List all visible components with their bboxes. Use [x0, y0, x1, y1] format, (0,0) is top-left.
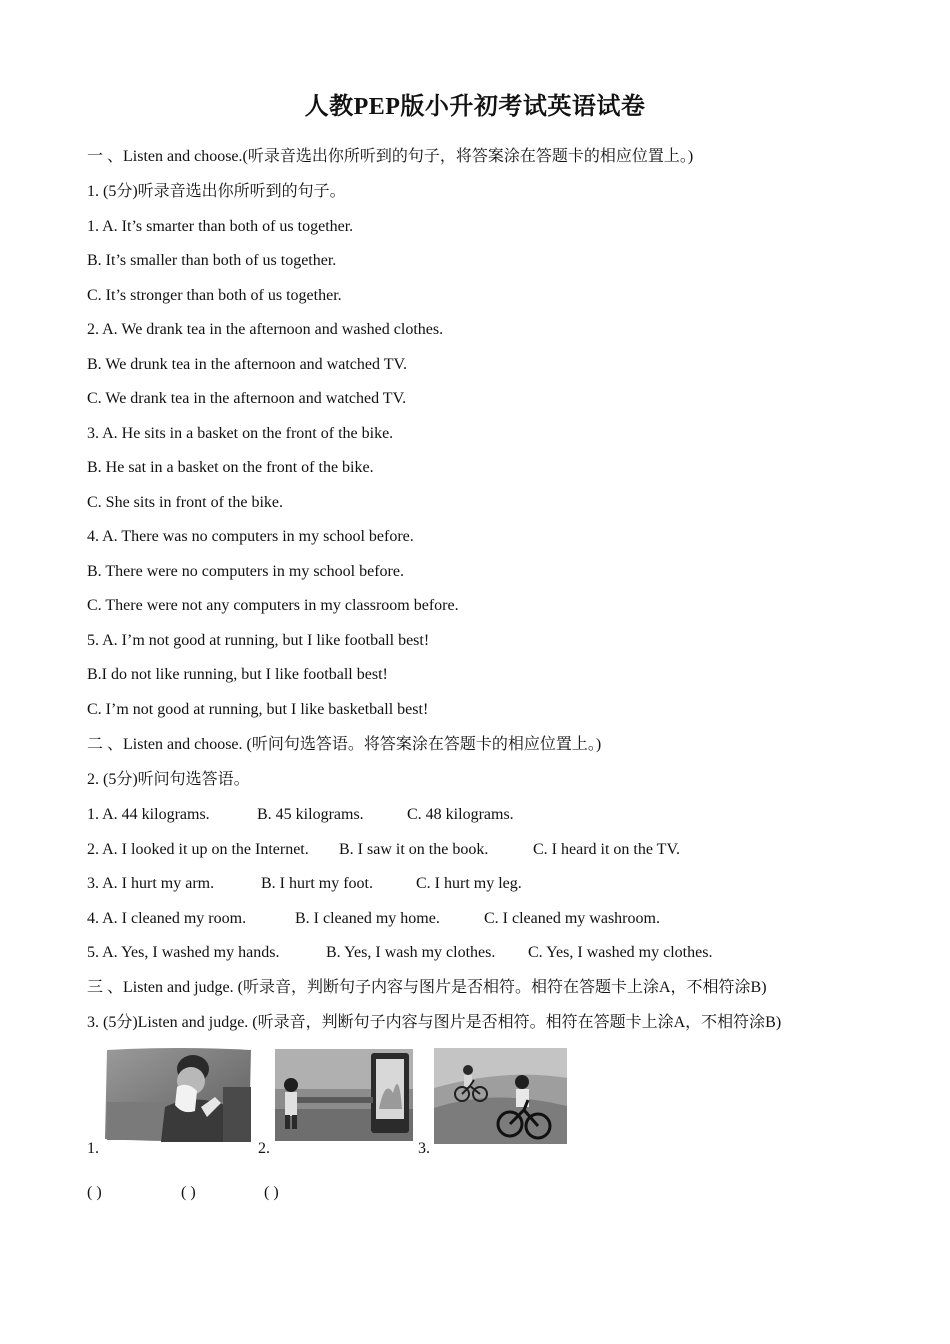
option-b: B. Yes, I wash my clothes.: [326, 944, 496, 961]
choice-line: B. There were no computers in my school before.: [87, 563, 404, 580]
choice-line: C. It’s stronger than both of us together.: [87, 287, 342, 304]
option-b: B. 45 kilograms.: [257, 806, 364, 823]
choice-line: C. She sits in front of the bike.: [87, 494, 283, 511]
choice-line: 1. A. It’s smarter than both of us together.: [87, 218, 354, 235]
section-1-heading: 一 、Listen and choose.(听录音选出你所听到的句子，将答案涂在答题卡的相应位置上。): [87, 148, 694, 165]
option-a: 3. A. I hurt my arm.: [87, 875, 215, 892]
answer-row: [87, 840, 847, 860]
choice-line: B.I do not like running, but I like football best!: [87, 666, 388, 683]
choice-line: B. It’s smaller than both of us together.: [87, 252, 337, 269]
option-c: C. I cleaned my washroom.: [484, 910, 660, 927]
choice-line: 4. A. There was no computers in my school before.: [87, 528, 414, 545]
choice-line: B. We drunk tea in the afternoon and watched TV.: [87, 356, 407, 373]
choice-line: 2. A. We drank tea in the afternoon and washed clothes.: [87, 321, 444, 338]
answer-row: [87, 943, 847, 963]
option-a: 4. A. I cleaned my room.: [87, 910, 247, 927]
option-c: C. 48 kilograms.: [407, 806, 514, 823]
option-c: C. I hurt my leg.: [416, 875, 522, 892]
choice-line: 5. A. I’m not good at running, but I like football best!: [87, 632, 430, 649]
option-a: 5. A. Yes, I washed my hands.: [87, 944, 280, 961]
option-a: 1. A. 44 kilograms.: [87, 806, 210, 823]
girl-watching-tv-picture: [275, 1049, 413, 1141]
page-title: 人教PEP版小升初考试英语试卷: [304, 94, 646, 120]
picture-label: 2.: [258, 1140, 270, 1157]
option-c: C. I heard it on the TV.: [533, 841, 680, 858]
answer-blank[interactable]: ( ): [181, 1184, 196, 1201]
option-a: 2. A. I looked it up on the Internet.: [87, 841, 309, 858]
answer-row: [87, 874, 847, 894]
question-2-prompt: 2. (5分)听问句选答语。: [87, 771, 250, 788]
option-b: B. I hurt my foot.: [261, 875, 373, 892]
option-b: B. I cleaned my home.: [295, 910, 440, 927]
answer-row: [87, 909, 847, 929]
choice-line: C. We drank tea in the afternoon and watched TV.: [87, 390, 407, 407]
option-c: C. Yes, I washed my clothes.: [528, 944, 713, 961]
choice-line: C. I’m not good at running, but I like basketball best!: [87, 701, 429, 718]
section-3-heading: 三 、Listen and judge. (听录音，判断句子内容与图片是否相符。相符在答题卡上涂A，不相符涂B): [87, 979, 767, 996]
answer-row: [87, 805, 847, 825]
section-2-heading: 二 、Listen and choose. (听问句选答语。将答案涂在答题卡的相应位置上。): [87, 736, 602, 753]
choice-line: B. He sat in a basket on the front of the bike.: [87, 459, 374, 476]
choice-line: C. There were not any computers in my classroom before.: [87, 597, 459, 614]
children-riding-bikes-picture: [434, 1048, 567, 1144]
question-1-prompt: 1. (5分)听录音选出你所听到的句子。: [87, 183, 346, 200]
answer-blank[interactable]: ( ): [87, 1184, 102, 1201]
choice-line: 3. A. He sits in a basket on the front of the bike.: [87, 425, 394, 442]
option-b: B. I saw it on the book.: [339, 841, 489, 858]
boy-blowing-nose-picture: [103, 1047, 253, 1142]
answer-blank[interactable]: ( ): [264, 1184, 279, 1201]
picture-label: 1.: [87, 1140, 99, 1157]
picture-label: 3.: [418, 1140, 430, 1157]
question-3-prompt: 3. (5分)Listen and judge. (听录音，判断句子内容与图片是否相符。相符在答题卡上涂A，不相符涂B): [87, 1014, 782, 1031]
